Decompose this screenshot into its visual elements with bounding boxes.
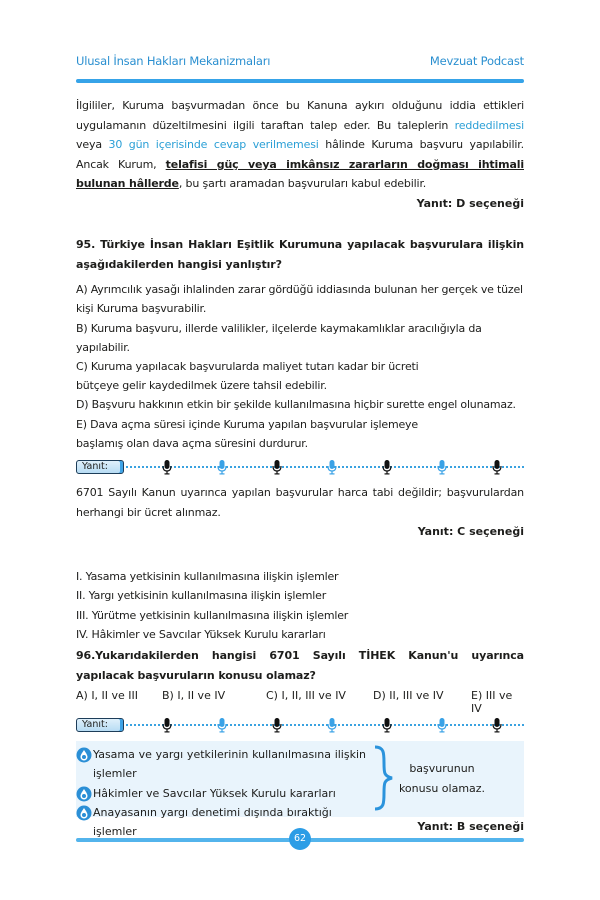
choice-c: C) I, II, III ve IV	[266, 689, 346, 703]
intro-text: , bu şartı aramadan başvuruları kabul edebilir.	[178, 177, 427, 191]
header-rule	[76, 79, 524, 83]
info-item-text: Yasama ve yargı yetkilerinin kullanılmasına ilişkin işlemler	[93, 748, 366, 781]
microphone-icon	[272, 717, 282, 733]
option-a: A) Ayrımcılık yasağı ihlalinden zarar gördüğü iddiasında bulunan her gerçek ve tüzel kişi Kuruma başvurabilir.	[76, 283, 523, 316]
question-95-options	[76, 280, 524, 453]
choice-a: A) I, II ve III	[76, 689, 139, 703]
option-b: B) Kuruma başvuru, illerde valilikler, ilçelerde kaymakamlıklar aracılığıyla da yapılabilir.	[76, 321, 482, 354]
yanit-divider-96	[76, 715, 524, 735]
question-96: 96.Yukarıdakilerden hangisi 6701 Sayılı TİHEK Kanun'u uyarınca yapılacak başvuruların konusu olamaz?	[76, 649, 524, 682]
statement-1: I. Yasama yetkisinin kullanılmasına ilişkin işlemler	[76, 570, 339, 584]
explanation-95: 6701 Sayılı Kanun uyarınca yapılan başvurular harca tabi değildir; başvurulardan herhangi bir ücret alınmaz.	[76, 486, 524, 519]
dotted-line	[126, 724, 524, 726]
option-d: D) Başvuru hakkının etkin bir şekilde kullanılmasına hiçbir surette engel olunamaz.	[76, 398, 516, 412]
microphone-icon	[492, 717, 502, 733]
choice-e: E) III ve IV	[471, 689, 513, 716]
dotted-line	[126, 466, 524, 468]
intro-text: hâlinde Kuruma başvuru yapılabilir. Ancak Kurum,	[76, 138, 524, 171]
info-drop-icon	[76, 805, 92, 821]
curly-brace-icon	[372, 745, 394, 811]
microphone-icon	[327, 717, 337, 733]
answer-b: Yanıt: B seçeneği	[417, 820, 524, 834]
intro-highlight: 30 gün içerisinde cevap verilmemesi	[108, 138, 319, 152]
yanit-label: Yanıt:	[76, 718, 124, 732]
info-item	[76, 745, 366, 783]
microphone-icon	[437, 717, 447, 733]
intro-underlined: telafisi güç veya imkânsız zararların doğması ihtimali bulunan hâllerde	[76, 157, 524, 191]
microphone-icon	[162, 459, 172, 475]
info-item-text: Anayasanın yargı denetimi dışında bıraktığı işlemler	[93, 805, 332, 839]
page-header	[76, 54, 524, 68]
microphone-icon	[327, 459, 337, 475]
question-96-choices	[76, 689, 524, 716]
statement-4: IV. Hâkimler ve Savcılar Yüksek Kurulu kararları	[76, 627, 326, 641]
microphone-icon	[217, 717, 227, 733]
microphone-icon	[492, 459, 502, 475]
intro-highlight: reddedilmesi	[454, 118, 524, 132]
choice-d: D) II, III ve IV	[373, 689, 444, 703]
microphone-icon	[162, 717, 172, 733]
intro-text: veya	[76, 138, 109, 152]
intro-text: İlgililer, Kuruma başvurmadan önce bu Kanuna aykırı olduğunu iddia ettikleri uygulamanın düzeltilmesini ilgili taraftan talep eder. Bu taleplerin	[76, 99, 524, 132]
info-item	[76, 803, 366, 841]
info-items	[76, 745, 366, 841]
brace-text: başvurunun konusu olamaz.	[398, 762, 486, 795]
microphone-icon	[382, 717, 392, 733]
option-e: E) Dava açma süresi içinde Kuruma yapılan başvurular işlemeye başlamış olan dava açma süresini durdurur.	[76, 417, 418, 450]
statements-list	[76, 567, 524, 644]
option-c: C) Kuruma yapılacak başvurularda maliyet tutarı kadar bir ücreti bütçeye gelir kaydedilmek üzere tahsil edebilir.	[76, 360, 419, 393]
statement-3: III. Yürütme yetkisinin kullanılmasına ilişkin işlemler	[76, 608, 349, 622]
question-95: 95. Türkiye İnsan Hakları Eşitlik Kurumuna yapılacak başvurulara ilişkin aşağıdakilerden hangisi yanlıştır?	[76, 238, 524, 271]
header-left-title: Ulusal İnsan Hakları Mekanizmaları	[76, 54, 271, 68]
statement-2: II. Yargı yetkisinin kullanılmasına ilişkin işlemler	[76, 589, 327, 603]
microphone-icon	[382, 459, 392, 475]
yanit-divider-95	[76, 457, 524, 477]
page-number: 62	[289, 828, 311, 850]
microphone-icon	[217, 459, 227, 475]
yanit-label: Yanıt:	[76, 460, 124, 474]
info-drop-icon	[76, 786, 92, 802]
microphone-icon	[437, 459, 447, 475]
intro-paragraph	[76, 96, 524, 194]
choice-b: B) I, II ve IV	[162, 689, 226, 703]
header-right-title: Mevzuat Podcast	[429, 54, 524, 68]
microphone-icon	[272, 459, 282, 475]
info-drop-icon	[76, 747, 92, 763]
answer-d: Yanıt: D seçeneği	[416, 197, 524, 210]
info-item	[76, 784, 366, 803]
info-item-text: Hâkimler ve Savcılar Yüksek Kurulu kararları	[93, 786, 336, 800]
answer-c: Yanıt: C seçeneği	[417, 525, 524, 539]
